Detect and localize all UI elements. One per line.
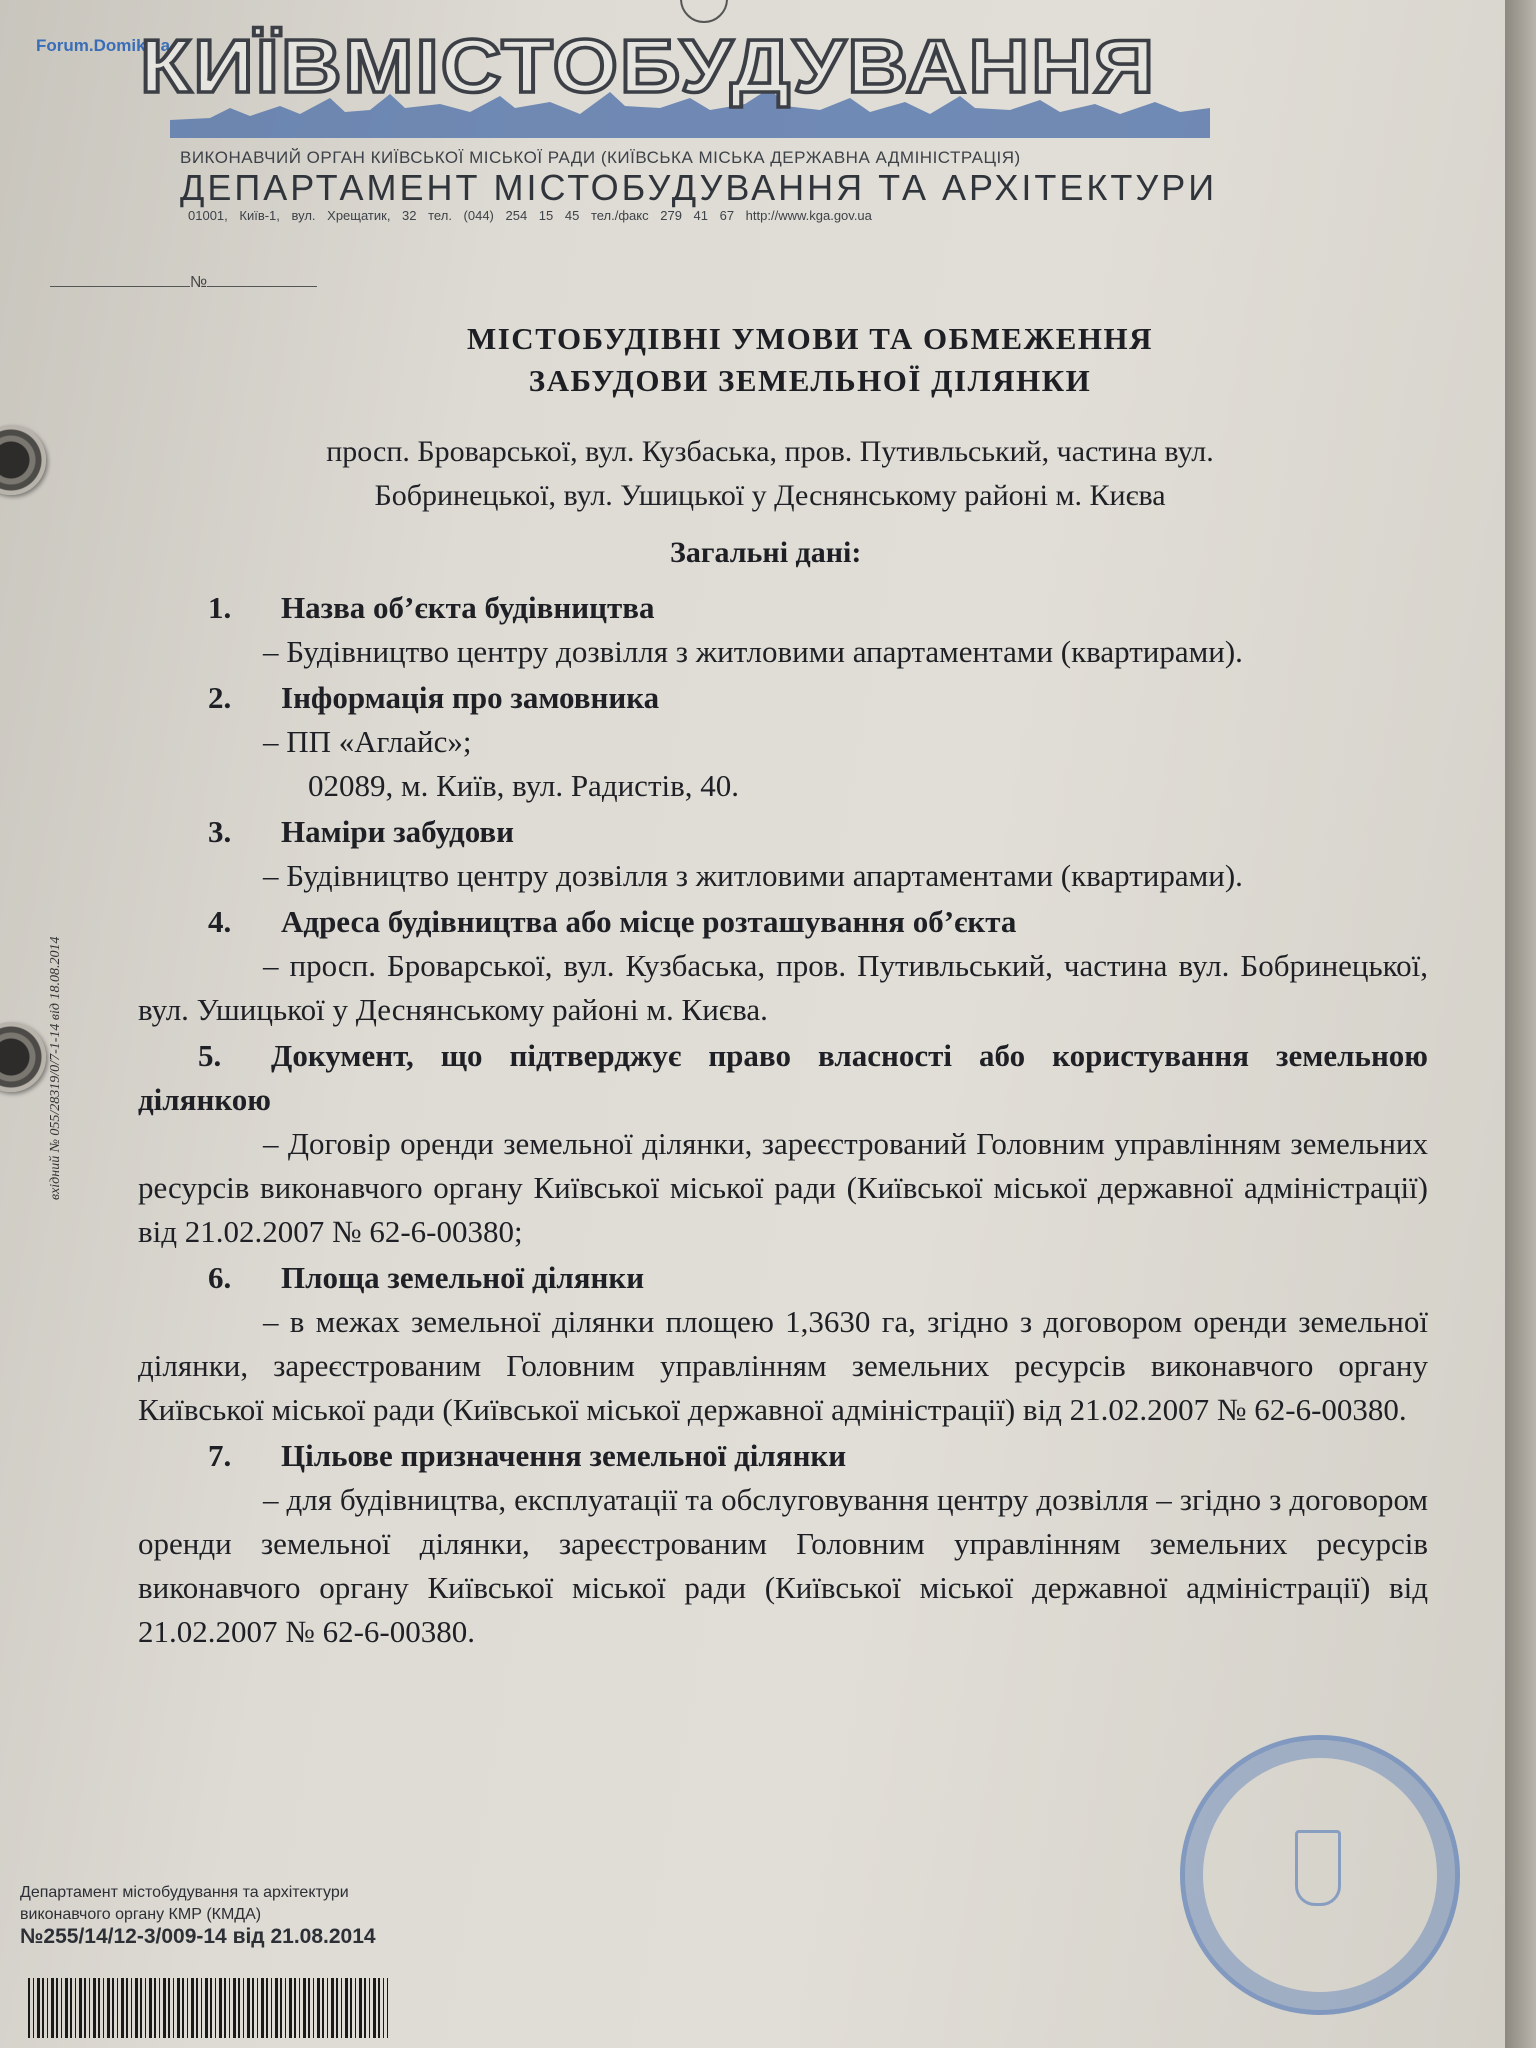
section-4: 4. Адреса будівництва або місце розташування об’єкта – просп. Броварської, вул. Кузбаська, пров. Путивльський, частина вул. Бобринецької, вул. Ушицької у Деснянському районі м. Києва.: [138, 904, 1428, 1027]
document-title: МІСТОБУДІВНІ УМОВИ ТА ОБМЕЖЕННЯ ЗАБУДОВИ ЗЕМЕЛЬНОЇ ДІЛЯНКИ: [466, 321, 1154, 398]
section-5: 5. Документ, що підтверджує право власності або користування земельною ділянкою – Договір оренди земельної ділянки, зареєстрований Головним управлінням земельних ресурсів виконавчого органу Київської міської ради (Київської міської державної адміністрації) від 21.02.2007 № 62-6-00380;: [138, 1038, 1428, 1249]
page-edge: [1505, 0, 1536, 2048]
document-body: [138, 584, 1428, 1654]
org-line: ВИКОНАВЧИЙ ОРГАН КИЇВСЬКОЇ МІСЬКОЇ РАДИ (КИЇВСЬКА МІСЬКА ДЕРЖАВНА АДМІНІСТРАЦІЯ): [180, 148, 1021, 167]
general-data-heading: Загальні дані:: [670, 536, 862, 569]
address-line: 01001, Київ-1, вул. Хрещатик, 32 тел. (044) 254 15 45 тел./факс 279 41 67 http://www.kga.gov.ua: [188, 208, 872, 223]
department-line: ДЕПАРТАМЕНТ МІСТОБУДУВАННЯ ТА АРХІТЕКТУРИ: [180, 167, 1218, 208]
section-1: 1. Назва об’єкта будівництва – Будівництво центру дозвілля з житловими апартаментами (квартирами).: [208, 590, 1243, 669]
barcode: [28, 1978, 388, 2038]
outgoing-reg-stamp: Департамент містобудування та архітектури виконавчого органу КМР (КМДА) №255/14/12-3/009-14 від 21.08.2014: [20, 1884, 376, 1948]
section-7: 7. Цільове призначення земельної ділянки – для будівництва, експлуатації та обслуговування центру дозвілля – згідно з договором оренди земельної ділянки, зареєстрованим Головним управлінням земельних ресурсів виконавчого органу Київської міської ради (Київської міської державної адміністрації) від 21.02.2007 № 62-6-00380.: [138, 1438, 1428, 1649]
site-address: просп. Броварської, вул. Кузбаська, пров. Путивльський, частина вул. Бобринецької, вул. Ушицької у Деснянському районі м. Києва: [326, 435, 1214, 512]
letterhead: [140, 10, 1260, 223]
logo-wordmark: КИЇВМІСТОБУДУВАННЯ: [140, 23, 1157, 109]
binder-hole: [0, 425, 46, 495]
binder-hole: [0, 1022, 46, 1092]
forum-watermark: Forum.Domik.ua: [36, 36, 171, 55]
section-3: 3. Наміри забудови – Будівництво центру дозвілля з житловими апартаментами (квартирами).: [208, 814, 1243, 893]
registration-field: №: [50, 274, 317, 292]
trident-emblem-icon: [1295, 1830, 1341, 1906]
section-2: 2. Інформація про замовника – ПП «Аглайс»; 02089, м. Київ, вул. Радистів, 40.: [208, 680, 739, 803]
incoming-reg-stamp: вхідний № 055/28319/0/7-1-14 від 18.08.2014: [48, 936, 63, 1200]
section-6: 6. Площа земельної ділянки – в межах земельної ділянки площею 1,3630 га, згідно з договором оренди земельної ділянки, зареєстрованим Головним управлінням земельних ресурсів виконавчого органу Київської міської ради (Київської міської державної адміністрації) від 21.02.2007 № 62-6-00380.: [138, 1260, 1428, 1427]
